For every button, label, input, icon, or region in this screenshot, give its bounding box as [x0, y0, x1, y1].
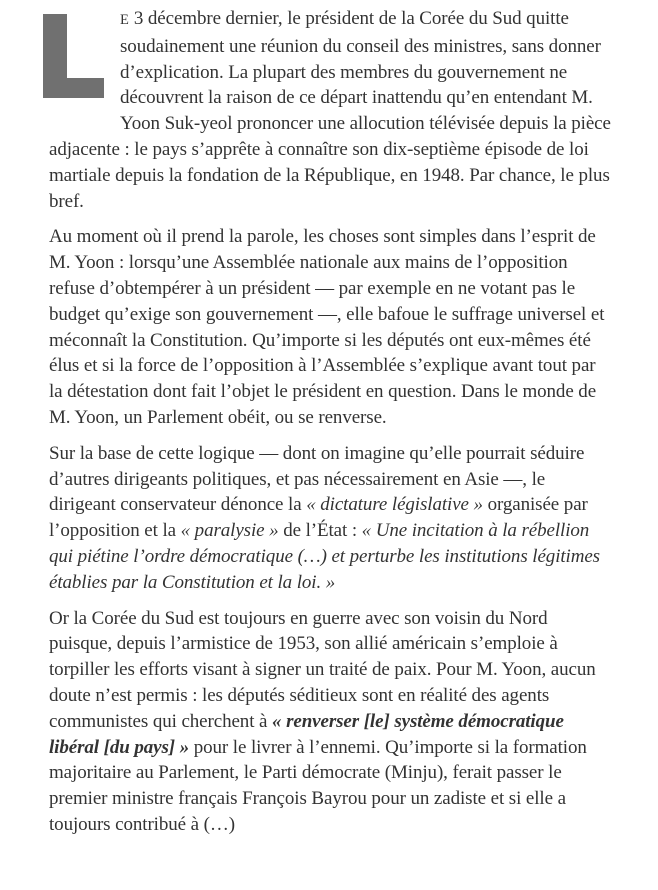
text-segment-normal: pour le livrer à l’ennemi. Qu’importe si la formation majoritaire au Parlement, le Parti démocrate (Minju), ferait passer le premier ministre français François Bayrou pour un zadiste et si elle a toujours contribué à (…) — [49, 736, 587, 835]
text-segment-normal: 3 décembre dernier, le président de la Corée du Sud quitte soudainement une réunion du conseil des ministres, sans donner d’explication. La plupart des membres du gouvernement ne découvrent la raison de ce départ inattendu qu’en entendant M. Yoon Suk-yeol prononcer une allocution télévisée depuis la pièce adjacente : le pays s’apprête à connaître son dix-septième épisode de loi martiale depuis la fondation de la République, en 1948. Par chance, le plus bref. — [49, 8, 611, 212]
dropcap-shape-horizontal — [43, 78, 104, 98]
text-segment-italic: « paralysie » — [180, 520, 279, 542]
text-segment-bold-italic: « renverser [le] système démocratique libéral [du pays] » — [49, 710, 564, 758]
paragraph-2 — [49, 224, 612, 430]
lead-smallcap: E — [120, 12, 130, 28]
text-segment-normal: organisée par l’opposition et la — [49, 494, 588, 542]
text-segment-normal: Or la Corée du Sud est toujours en guerre avec son voisin du Nord puisque, depuis l’armistice de 1953, son allié américain s’emploie à torpiller les efforts visant à signer un traité de paix. Pour M. Yoon, aucun doute n’est permis : les députés séditieux sont en réalité des agents communistes qui cherchent à — [49, 607, 596, 732]
text-segment-italic: « dictature législative » — [306, 494, 483, 516]
text-segment-normal: Sur la base de cette logique — dont on imagine qu’elle pourrait séduire d’autres dirigeants politiques, et pas nécessairement en Asie —, le dirigeant conservateur dénonce la — [49, 442, 585, 516]
paragraph-3 — [49, 441, 612, 596]
dropcap-letter — [49, 6, 120, 121]
text-segment-normal: de l’État : — [278, 520, 362, 542]
text-segment-italic: « Une incitation à la rébellion qui piétine l’ordre démocratique (…) et perturbe les institutions légitimes établies par la Constitution et la loi. » — [49, 520, 600, 593]
paragraph-1 — [49, 6, 612, 214]
text-segment-normal: Au moment où il prend la parole, les choses sont simples dans l’esprit de M. Yoon : lorsqu’une Assemblée nationale aux mains de l’opposition refuse d’obtempérer à un président — par exemple en ne votant pas le budget qu’exige son gouvernement —, elle bafoue le suffrage universel et méconnaît la Constitution. Qu’importe si les députés ont eux-mêmes été élus et si la force de l’opposition à l’Assemblée s’explique avant tout par la détestation dont fait l’objet le président en question. Dans le monde de M. Yoon, un Parlement obéit, ou se renverse. — [49, 226, 605, 428]
article-paragraphs — [49, 6, 612, 838]
paragraph-4 — [49, 606, 612, 838]
